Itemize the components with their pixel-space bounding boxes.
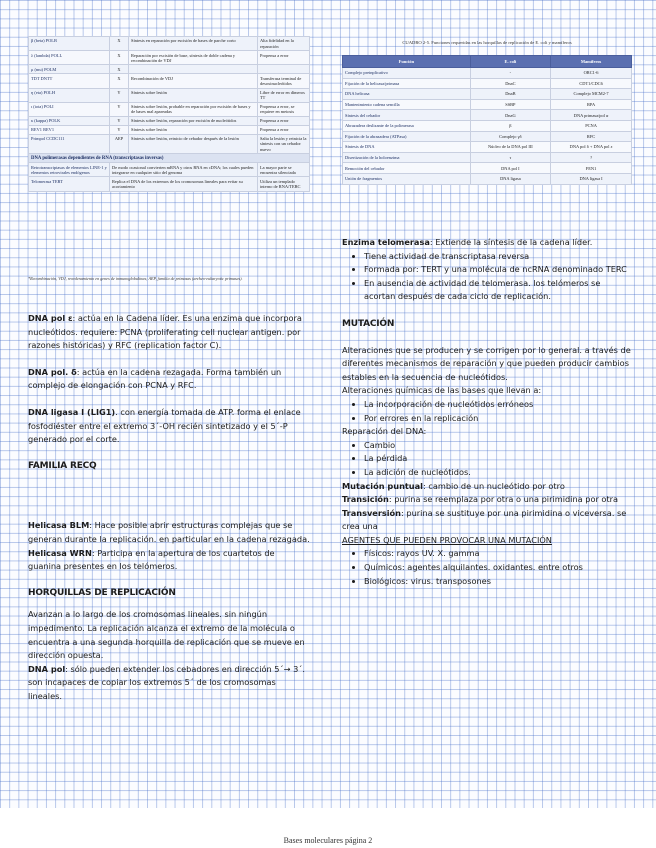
table-cell: β (beta) POLB [29, 37, 110, 51]
table-cell: λ (lambda) POLL [29, 51, 110, 65]
table-cell: Propensa a error [258, 51, 310, 65]
list-item: • En ausencia de actividad de telomerasa. los telómeros se acortan después de cada ciclo de replicación. [364, 277, 632, 304]
table-cell: DNA pol δ + DNA pol ε [551, 142, 632, 153]
table-row [343, 131, 632, 142]
page-footer: Bases moleculares página 2 [283, 836, 373, 845]
note-transicion: Transición: purina se reemplaza por otra o una pirimidina por otra [342, 494, 619, 505]
table-cell: Alta fidelidad en la reparación [258, 37, 310, 51]
table-cell: DNA ligasa I [551, 173, 632, 184]
table-cell: Recombinación de VDJ [129, 74, 258, 88]
note-reparacion: Reparación del DNA: [342, 426, 427, 437]
table-cell: Telomerasa TERT [29, 177, 110, 191]
table-row [29, 74, 310, 88]
list-item: • Por errores en la replicación [364, 412, 632, 426]
table-row [29, 65, 310, 74]
table-cell: Síntesis en reparación por escisión de bases de parche corto [129, 37, 258, 51]
table-cell: Fijación de la abrazadera (ATPasa) [343, 131, 471, 142]
table-cell: DnaG [470, 110, 550, 121]
note-dna-pol: DNA pol: sólo pueden extender los cebadores en dirección 5´→ 3´. son incapaces de copiar los extremos 5´ de los cromosomas lineales. [28, 663, 305, 701]
list-item: • La pérdida [364, 452, 632, 466]
table-cell: SSBP [470, 99, 550, 110]
table-cell: ? [551, 152, 632, 163]
polymerase-table [28, 36, 310, 192]
list-item: • La adición de nucleótidos. [364, 466, 632, 480]
table-row [343, 163, 632, 174]
table-cell: η (eta) POLH [29, 88, 110, 102]
table-cell: Remoción del cebador [343, 163, 471, 174]
table-cell: Unión de fragmentos [343, 173, 471, 184]
table-row [343, 110, 632, 121]
table-cell: DNA ligasa [470, 173, 550, 184]
note-alteraciones: Alteraciones químicas de las bases que llevan a: [342, 385, 542, 396]
list-item: • Químicos: agentes alquilantes. oxidantes. entre otros [364, 561, 632, 575]
note-blm: Helicasa BLM: Hace posible abrir estructuras complejas que se generan durante la replicación. en particular en la cadena rezagada. [28, 520, 310, 544]
table-cell: DnaB [470, 89, 550, 100]
table-cell: κ (kappa) POLK [29, 116, 110, 125]
agents-list [342, 547, 632, 588]
table-row [29, 177, 310, 191]
table-row [343, 142, 632, 153]
list-item: • Formada por: TERT y una molécula de ncRNA denominado TERC [364, 263, 632, 277]
table-cell: Complejo preinplicativo [343, 68, 471, 79]
table-row [29, 37, 310, 51]
table-cell: RPA [551, 99, 632, 110]
table-cell: AEP [110, 134, 129, 153]
heading-horquillas: HORQUILLAS DE REPLICACIÓN [28, 587, 176, 598]
heading-recq: FAMILIA RECQ [28, 460, 97, 471]
table-row [343, 152, 632, 163]
note-wrn: Helicasa WRN: Participa en la apertura de los cuartetos de guanina presentes en los telómeros. [28, 547, 275, 572]
fork-table-caption: CUADRO 2-5. Funciones requeridas en las horquillas de replicación de E. coli y mamíferos [402, 40, 572, 45]
table-cell: Síntesis sobre lesión [129, 88, 258, 102]
table-cell: Complejo MCM2-7 [551, 89, 632, 100]
table-cell: Replica el DNA de los extremos de los cromosomas lineales para evitar su acortamiento [110, 177, 258, 191]
table-cell: μ (mu) POLM [29, 65, 110, 74]
list-item: • Biológicos: virus. transposones [364, 575, 632, 589]
table-row [29, 116, 310, 125]
table-cell: Síntesis sobre lesión, probable en reparación por escisión de bases y de bases mal apareadas [129, 102, 258, 116]
table-cell: Propensa a error [258, 125, 310, 134]
table-cell: Síntesis sobre lesión, reparación por escisión de nucleótidos [129, 116, 258, 125]
note-horquillas: Avanzan a lo largo de los cromosomas lineales. sin ningún impedimento. La replicación alcanza el extremo de la molécula o encuentra a una segunda horquilla de replicación que se mueve en dirección opuesta. [28, 609, 305, 661]
table-row [29, 125, 310, 134]
table-cell: DNA pol I [470, 163, 550, 174]
table-cell: β [470, 120, 550, 131]
note-mutacion: Alteraciones que se producen y se corrigen por lo general. a través de diferentes mecanismos de reparación y que pueden producir cambios estables en la secuencia de nucleótidos. [342, 344, 631, 382]
table-cell: Transferasa terminal de desoxinucleótidos [258, 74, 310, 88]
table-cell: Y [110, 125, 129, 134]
note-pol-delta: DNA pol. δ: actúa en la cadena rezagada. Forma también un complejo de elongación con PCNA y RFC. [28, 366, 282, 391]
table-cell: X [110, 37, 129, 51]
table-cell: DnaC [470, 78, 550, 89]
table-cell: FEN1 [551, 163, 632, 174]
table-cell: Reparación por escisión de base, síntesis de doble cadena y recombinación de VDJ [129, 51, 258, 65]
list-item: • Físicos: rayos UV. X. gamma [364, 547, 632, 561]
reparacion-list [342, 439, 632, 480]
table-cell: Complejo γδ [470, 131, 550, 142]
table-row [343, 173, 632, 184]
alteraciones-list [342, 398, 632, 425]
table-cell: X [110, 65, 129, 74]
telomerase-list [342, 250, 632, 304]
note-pol-epsilon: DNA pol ε: actúa en la Cadena líder. Es una enzima que incorpora nucleótidos. requiere: PCNA (proliferating cell nuclear antigen. por razones históricas) y RFC (replication factor C). [28, 313, 302, 351]
table-cell: TDT DNTT [29, 74, 110, 88]
table-cell: Síntesis sobre lesión, reinicio de cebador después de la lesión [129, 134, 258, 153]
list-item: • Cambio [364, 439, 632, 453]
list-item: • La incorporación de nucleótidos erróneos [364, 398, 632, 412]
table-cell: Núcleo de la DNA pol III [470, 142, 550, 153]
list-item: • Tiene actividad de transcriptasa reversa [364, 250, 632, 264]
table-cell: DNA primasa/pol α [551, 110, 632, 121]
table-row [343, 99, 632, 110]
note-telomerase: Enzima telomerasa: Extiende la síntesis de la cadena líder. [342, 237, 593, 247]
table-row [29, 134, 310, 153]
table-cell: ORC1-6 [551, 68, 632, 79]
fork-functions-table [342, 55, 632, 185]
right-notes [342, 236, 632, 588]
column-header: E. coli [470, 56, 550, 68]
agents-title: AGENTES QUE PUEDEN PROVOCAR UNA MUTACIÓN [342, 534, 552, 545]
table-cell: Libre de error en dímeros TT [258, 88, 310, 102]
table-cell: Síntesis de DNA [343, 142, 471, 153]
column-header: Mamíferos [551, 56, 632, 68]
table-row [343, 89, 632, 100]
table-cell: DNA helicasa [343, 89, 471, 100]
table-cell: ι (iota) POLI [29, 102, 110, 116]
table-section-row [29, 154, 310, 163]
table-cell: Fijación de la helicasa/primasa [343, 78, 471, 89]
table-cell: X [110, 74, 129, 88]
table-row [343, 120, 632, 131]
table-cell: τ [470, 152, 550, 163]
table-row [29, 102, 310, 116]
table-cell: Salta la lesión y reinicia la síntesis con un cebador nuevo [258, 134, 310, 153]
table-cell: Utiliza un templado interno de RNA/TERC [258, 177, 310, 191]
table-cell [129, 65, 258, 74]
note-ligase: DNA ligasa I (LIG1). con energía tomada de ATP. forma el enlace fosfodiéster entre el extremo 3´-OH recién sintetizado y el 5´-P generado por el corte. [28, 406, 301, 445]
table-cell: Propensa a error, se requiere en meiosis [258, 102, 310, 116]
table-cell: X [110, 51, 129, 65]
polymerase-table-footnote: *Recombinación, VDJ, reordenamiento en genes de inmunoglobulinas; AEP, familia de primasas (archeo-eukaryotic primases). [28, 276, 243, 281]
table-cell: Primpol CCDC111 [29, 134, 110, 153]
table-cell: Abrazadera deslizante de la polimerasa [343, 120, 471, 131]
table-row [29, 51, 310, 65]
table-cell: RFC [551, 131, 632, 142]
table-cell: CDT1/CDC6 [551, 78, 632, 89]
table-cell: Retrotranscriptasas de elementos LINE-1 y elementos retrovirales endógenos [29, 163, 110, 177]
table-row [29, 88, 310, 102]
table-cell: Y [110, 102, 129, 116]
section-title: DNA polimerasas dependientes de RNA (transcriptasas inversas) [29, 154, 310, 163]
table-cell: Síntesis sobre lesión [129, 125, 258, 134]
table-row [29, 163, 310, 177]
table-cell: - [470, 68, 550, 79]
heading-mutacion: MUTACIÓN [342, 318, 395, 329]
table-cell: De modo ocasional convierten mRNA y otros RNA en cDNA; los cuales pueden integrarse en cualquier sitio del genoma [110, 163, 258, 177]
table-cell: Mantenimiento cadena sencilla [343, 99, 471, 110]
table-cell: Disertización de la holoenzima [343, 152, 471, 163]
table-cell: Y [110, 116, 129, 125]
table-cell: Propensa a error [258, 116, 310, 125]
table-row [343, 68, 632, 79]
table-cell: La mayor parte se encuentra silenciada [258, 163, 310, 177]
left-notes [28, 312, 310, 703]
table-cell [258, 65, 310, 74]
note-mutacion-puntual: Mutación puntual: cambio de un nucleótido por otro [342, 480, 565, 491]
table-cell: REV1 REV1 [29, 125, 110, 134]
column-header: Función [343, 56, 471, 68]
note-transversion: Transversión: purina se sustituye por una pirimidina o viceversa. se crea una [342, 507, 627, 532]
table-cell: Y [110, 88, 129, 102]
table-cell: Síntesis del cebador [343, 110, 471, 121]
table-cell: PCNA [551, 120, 632, 131]
table-row [343, 78, 632, 89]
